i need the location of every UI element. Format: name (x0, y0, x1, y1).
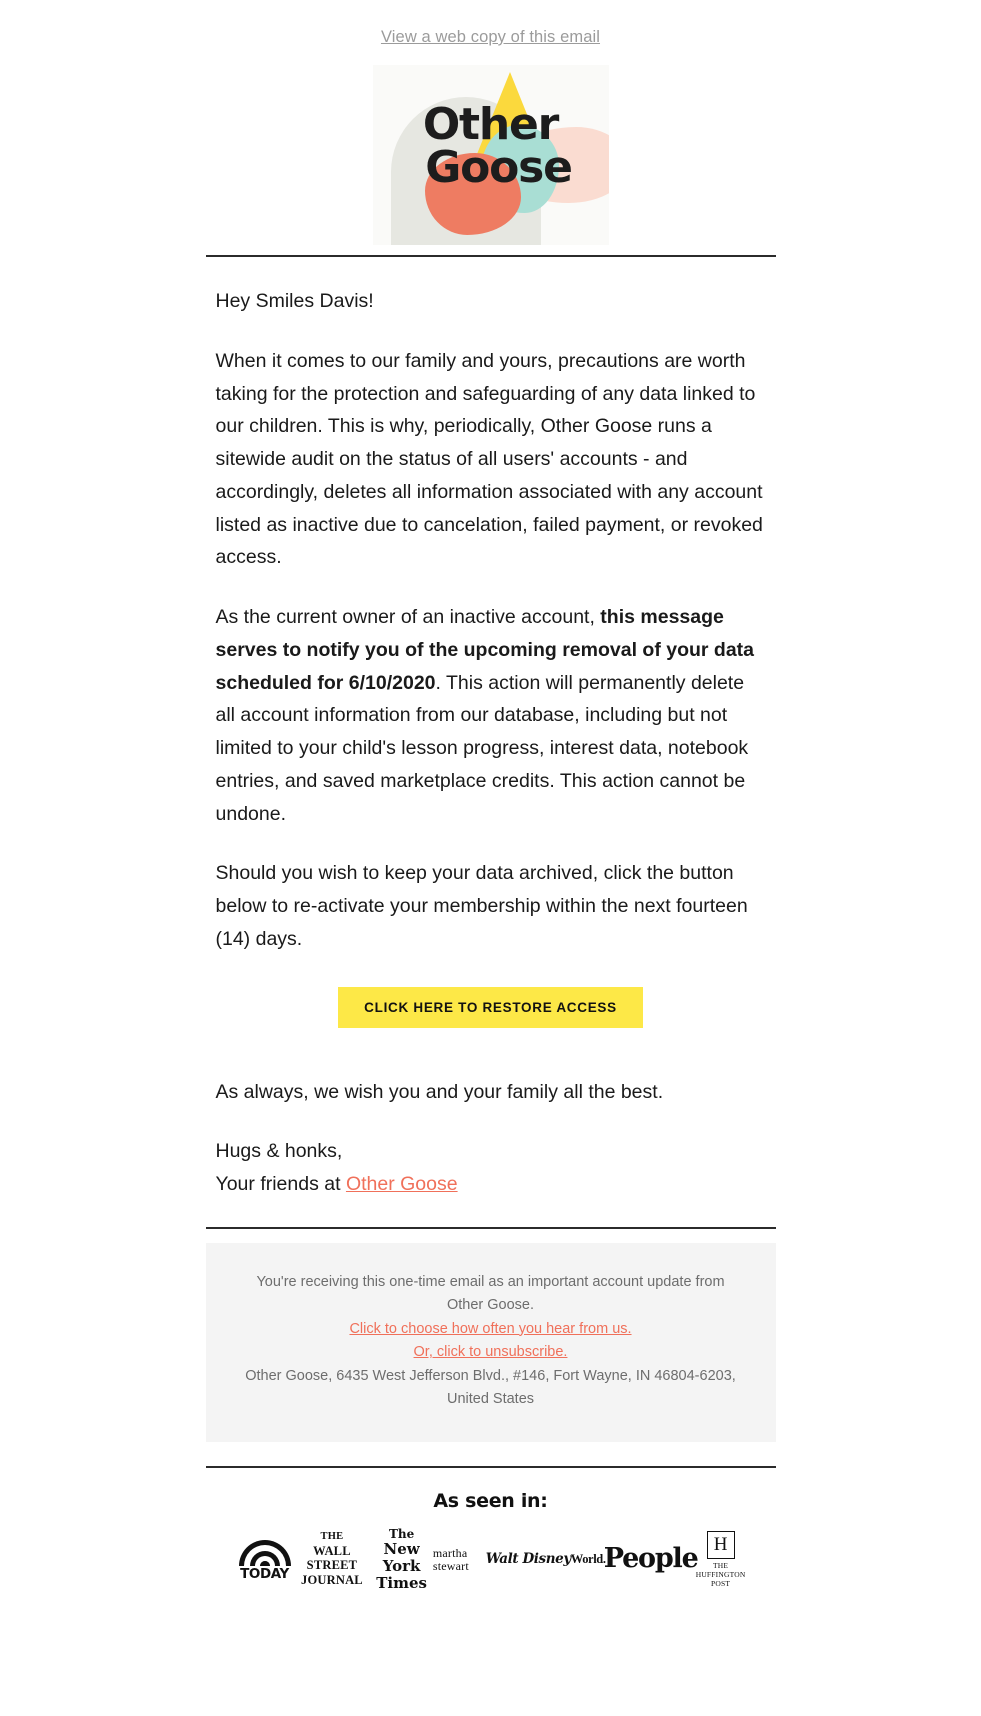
huffpost-h-icon: H (707, 1531, 735, 1559)
huffpost-line3: POST (711, 1579, 731, 1589)
cta-wrapper (0, 983, 981, 1076)
wsj-line3: JOURNAL (301, 1573, 363, 1588)
today-rainbow-icon (236, 1538, 294, 1566)
huffpost-line1: THE (713, 1560, 729, 1570)
martha-stewart-logo (433, 1547, 486, 1572)
disney-world-word: World. (570, 1552, 606, 1567)
paragraph-2-lead: As the current owner of an inactive account, (215, 606, 601, 628)
press-section (206, 1468, 776, 1604)
huffington-post-logo (696, 1531, 746, 1589)
paragraph-2 (216, 601, 766, 830)
closing-text: As always, we wish you and your family all the best. (215, 1080, 664, 1103)
paragraph-2-tail: . This action will permanently delete all account information from our database, including but not limited to your child's lesson progress, interest data, notebook entries, and saved marketplace credits. This action cannot be undone. (215, 671, 749, 825)
new-york-times-logo (370, 1528, 432, 1592)
nyt-line1: The (388, 1526, 415, 1541)
paragraph-1: When it comes to our family and yours, precautions are worth taking for the protection and safeguarding of any data linked to our children. This is why, periodically, Other Goose runs a sitewide audit on the status of all users' accounts - and accordingly, deletes all information associated with any account listed as inactive due to cancelation, failed payment, or revoked access. (215, 349, 763, 569)
footer-reason-text: You're receiving this one-time email as an important account update from Other Goose. (256, 1273, 725, 1314)
logo-wordmark-line1: Other (422, 99, 559, 150)
logo-band (0, 65, 981, 245)
wall-street-journal-logo (294, 1531, 371, 1588)
unsubscribe-link[interactable]: Or, click to unsubscribe. (413, 1344, 568, 1361)
email-footer (206, 1243, 776, 1442)
other-goose-link[interactable]: Other Goose (345, 1173, 458, 1195)
today-logo-word: TODAY (240, 1565, 289, 1582)
disney-script: Walt Disney (485, 1551, 571, 1568)
logo-wordmark (373, 99, 609, 194)
email-preferences-link[interactable]: Click to choose how often you hear from us. (349, 1320, 632, 1337)
signoff-text: Hugs & honks, (215, 1140, 343, 1163)
logo-wordmark-line2: Goose (425, 142, 572, 194)
wsj-line2: WALL STREET (306, 1543, 358, 1573)
paragraph-2-bold: this message serves to notify you of the upcoming removal of your data scheduled for 6/10/2020 (215, 606, 754, 694)
signature-lead: Your friends at (215, 1173, 346, 1195)
today-logo (236, 1538, 294, 1581)
nyt-line3: Times (376, 1573, 427, 1592)
email-closing (206, 1076, 776, 1201)
paragraph-3: Should you wish to keep your data archived, click the button below to re-activate your membership within the next fourteen (14) days. (215, 862, 748, 950)
divider-footer (206, 1227, 776, 1229)
press-logo-row (206, 1528, 776, 1592)
other-goose-logo[interactable] (373, 65, 609, 245)
huffpost-line2: HUFFINGTON (695, 1569, 746, 1579)
view-web-copy-link[interactable]: View a web copy of this email (380, 28, 601, 46)
email-content (206, 257, 776, 956)
restore-access-button[interactable]: CLICK HERE TO RESTORE ACCESS (338, 987, 643, 1028)
postal-address: Other Goose, 6435 West Jefferson Blvd., #146, Fort Wayne, IN 46804-6203, United States (245, 1367, 736, 1408)
people-logo: People (603, 1543, 698, 1575)
signature-block (216, 1135, 766, 1201)
greeting-text: Hey Smiles Davis! (215, 290, 374, 312)
preheader (0, 0, 981, 65)
walt-disney-world-logo (486, 1552, 604, 1566)
press-title: As seen in: (433, 1489, 548, 1512)
wsj-line1: THE (320, 1531, 344, 1543)
martha-line2: stewart (432, 1558, 469, 1573)
martha-line1: martha (432, 1545, 468, 1560)
nyt-line2: New York (382, 1540, 421, 1575)
